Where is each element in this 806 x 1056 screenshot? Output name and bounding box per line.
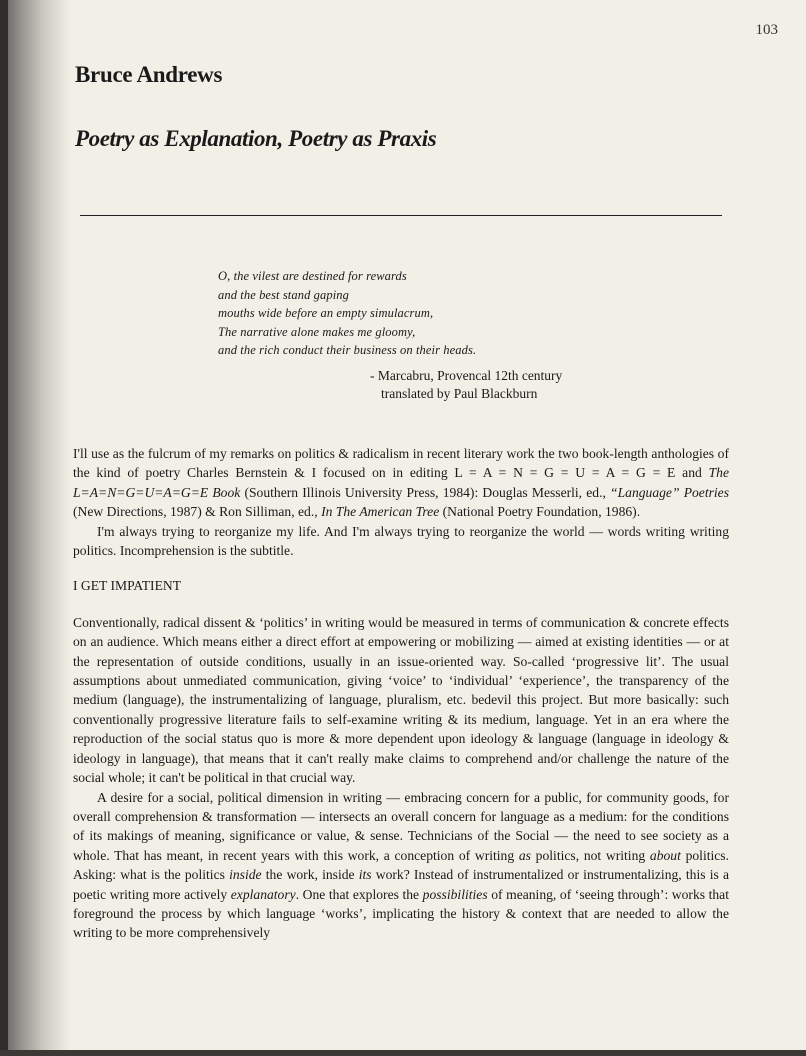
book-title: “Language” Poetries (610, 484, 729, 500)
emphasis: its (358, 867, 372, 883)
binding-edge (0, 0, 8, 1056)
section-heading: I GET IMPATIENT (73, 578, 181, 594)
text-run: (National Poetry Foundation, 1986). (439, 504, 641, 520)
epigraph-line: mouths wide before an empty simulacrum, (218, 306, 434, 320)
emphasis: about (649, 847, 681, 863)
epigraph (218, 267, 476, 360)
epigraph-line: and the best stand gaping (218, 287, 349, 302)
page-number: 103 (755, 22, 778, 38)
paragraph (73, 788, 729, 943)
text-run: work? Instead of instrumentalized or instrumentalizing, this is a poetic writing more actively (73, 867, 729, 902)
epigraph-line: The narrative alone makes me gloomy, (218, 324, 416, 339)
text-run: . One that explores the (295, 886, 423, 902)
text-run: politics. Asking: what is the politics (73, 847, 729, 883)
author-name: Bruce Andrews (75, 62, 223, 87)
emphasis: inside (229, 867, 262, 883)
body-text (73, 444, 729, 943)
emphasis: as (518, 847, 531, 863)
emphasis: explanatory (230, 886, 296, 902)
text-run: I'll use as the fulcrum of my remarks on politics & radicalism in recent literary work the two book-length anthologies of the kind of poetry Charles Bernstein & I focused on in editing L = A = N = G = U = A = G = E and (73, 446, 729, 481)
text-run: (New Directions, 1987) & Ron Silliman, ed., (73, 504, 322, 520)
epigraph-source: - Marcabru, Provencal 12th century (370, 368, 563, 383)
epigraph-line: and the rich conduct their business on their heads. (218, 343, 477, 357)
binding-shadow (0, 0, 70, 1056)
bottom-edge (0, 1050, 806, 1056)
epigraph-attribution (370, 367, 562, 403)
text-run: of meaning, of ‘seeing through’: works that foreground the process by which language ‘works’, implicating the history & context that are needed to allow the writing to be more comprehensively (73, 886, 729, 941)
emphasis: possibilities (422, 886, 488, 902)
epigraph-line: O, the vilest are destined for rewards (218, 269, 407, 283)
text-run: politics, not writing (530, 847, 650, 863)
text-run: the work, inside (261, 867, 359, 883)
paragraph (73, 444, 729, 522)
book-title: The L=A=N=G=U=A=G=E Book (73, 465, 729, 500)
paragraph: Conventionally, radical dissent & ‘politics’ in writing would be measured in terms of communication & concrete effects on an audience. Which means either a direct effort at empowering or mobilizing — aimed at existing identities — or at the representation of outside conditions, usually in an issue-oriented way. So-called ‘progressive lit’. The usual assumptions about unmediated communication, giving ‘voice’ to ‘individual’ ‘experience’, the transparency of the medium (language), the instrumentalizing of language, pluralism, etc. bedevil this project. But more basically: such conventionally progressive literature fails to self-examine writing & its medium, language. Yet in an era where the reproduction of the social status quo is more & more dependent upon ideology & language (language in ideology & ideology in language), that means that it can't really make claims to comprehend and/or challenge the nature of the social whole; it can't be political in that crucial way. (73, 614, 729, 786)
text-run: A desire for a social, political dimension in writing — embracing concern for a public, for community goods, for overall comprehension & transformation — intersects an overall concern for language as a medium: for the conditions of its makings of meaning, significance or value, & sense. Technicians of the Social — the need to see society as a whole. That has meant, in recent years with this work, a conception of writing (73, 789, 729, 863)
text-run: (Southern Illinois University Press, 1984): Douglas Messerli, ed., (240, 484, 611, 500)
paragraph: I'm always trying to reorganize my life. And I'm always trying to reorganize the world — words writing writing politics. Incomprehension is the subtitle. (73, 523, 729, 559)
book-title: In The American Tree (321, 504, 440, 520)
title-rule (80, 215, 722, 216)
essay-title: Poetry as Explanation, Poetry as Praxis (75, 126, 437, 151)
epigraph-translator: translated by Paul Blackburn (381, 386, 538, 401)
